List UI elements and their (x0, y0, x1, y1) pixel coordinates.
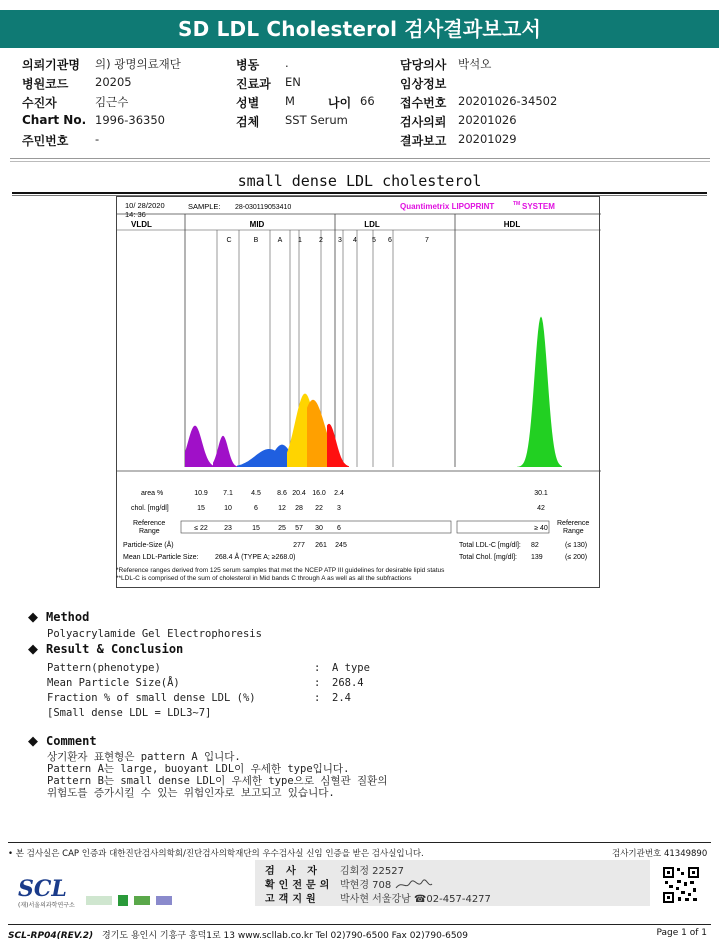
comment-line: Pattern B는 small dense LDL이 우세한 type으로 심혈관 질환의 (47, 775, 388, 787)
id-label: 주민번호 (22, 134, 69, 148)
reference-notes (116, 567, 444, 583)
logo-subtitle: (재)서울의과학연구소 (18, 902, 75, 909)
institution-value: 의) 광명의료재단 (95, 57, 181, 71)
method-text: Polyacrylamide Gel Electrophoresis (47, 628, 262, 640)
band-label: 4 (353, 237, 357, 244)
hospital-code-value: 20205 (95, 75, 132, 89)
result-heading-text: Result & Conclusion (46, 642, 184, 656)
electrophoresis-plot (117, 197, 601, 589)
footer-bar (8, 924, 711, 941)
chol-value: 12 (278, 505, 286, 512)
area-value: 4.5 (251, 490, 261, 497)
result-key: Fraction % of small dense LDL (%) (47, 692, 256, 704)
area-value: 20.4 (292, 490, 306, 497)
result-value: 2.4 (332, 692, 351, 704)
signer-name: 김회정 22527 (340, 866, 404, 877)
colon: : (314, 692, 321, 704)
area-value: 10.9 (194, 490, 208, 497)
signer-name: 박사현 서울강남 ☎02-457-4277 (340, 894, 491, 905)
signer-role: 확인전문의 (265, 880, 334, 891)
mean-size-label: Mean LDL-Particle Size: (123, 554, 199, 561)
colon: : (314, 662, 321, 674)
band-label: 5 (372, 237, 376, 244)
area-value: 2.4 (334, 490, 344, 497)
request-value: 20201026 (458, 113, 517, 127)
band-label: A (277, 237, 283, 244)
chol-value: 22 (315, 505, 323, 512)
report-date-label: 결과보고 (400, 134, 447, 148)
method-heading-text: Method (46, 610, 90, 624)
hdl-area-value: 30.1 (534, 490, 548, 497)
area-value: 7.1 (223, 490, 233, 497)
area-value: 8.6 (277, 490, 287, 497)
report-header (0, 10, 719, 48)
diamond-icon: ◆ (28, 610, 38, 625)
chol-value: 3 (337, 505, 341, 512)
specimen-label: 검체 (236, 115, 260, 129)
total-chol-label: Total Chol. [mg/dl]: (459, 554, 517, 561)
age-value: 66 (360, 94, 375, 108)
form-number: SCL-RP04(REV.2) (8, 931, 94, 941)
hdl-chol-value: 42 (537, 505, 545, 512)
chol-value: 28 (295, 505, 303, 512)
total-ldl-label: Total LDL-C [mg/dl]: (459, 542, 521, 549)
brand-tm: TM (513, 201, 521, 207)
comment-line: 위험도를 증가시킬 수 있는 위험인자로 보고되고 있습니다. (47, 787, 335, 799)
colon: : (314, 677, 321, 689)
agency-number: 검사기관번호 41349890 (612, 849, 708, 859)
dept-value: EN (285, 75, 301, 89)
ref-value: 6 (337, 525, 341, 532)
group-label: LDL (364, 220, 380, 229)
request-label: 검사의뢰 (400, 115, 447, 129)
ward-value: . (285, 56, 289, 70)
diamond-icon: ◆ (28, 642, 38, 657)
total-chol-value: 139 (531, 554, 543, 561)
result-value: A type (332, 662, 370, 674)
age-label: 나이 (328, 96, 352, 110)
comment-line: 상기환자 표현형은 pattern A 입니다. (47, 751, 241, 763)
band-label: C (226, 237, 232, 244)
particle-value: 245 (335, 542, 347, 549)
result-note: [Small dense LDL = LDL3~7] (47, 707, 212, 719)
ldl3-peak (327, 424, 349, 467)
sex-label: 성별 (236, 96, 260, 110)
chol-label: chol. [mg/dl] (131, 505, 169, 512)
ref-label-right: Reference (557, 520, 590, 527)
result-key: Pattern(phenotype) (47, 662, 161, 674)
collector-value: 김근수 (95, 95, 129, 109)
band-label: 7 (425, 237, 429, 244)
vldl-peak (185, 426, 215, 467)
particle-value: 277 (293, 542, 305, 549)
mean-size-value: 268.4 Å (TYPE A; ≥268.0) (215, 554, 296, 561)
ref-value: 57 (295, 525, 303, 532)
doctor-value: 박석오 (458, 57, 492, 71)
band-label: 1 (298, 237, 302, 244)
method-heading (28, 610, 89, 625)
sample-label: SAMPLE: (188, 202, 221, 211)
comment-heading (28, 734, 97, 749)
scl-logo (18, 878, 75, 909)
section-title: small dense LDL cholesterol (237, 172, 482, 190)
specimen-value: SST Serum (285, 113, 348, 127)
chol-value: 6 (254, 505, 258, 512)
ref-value: 25 (278, 525, 286, 532)
brand-suffix: SYSTEM (522, 202, 555, 211)
cert-note: • 본 검사실은 CAP 인증과 대한진단검사의학회/진단검사의학재단의 우수검사실 신임 인증을 받은 검사실입니다. (8, 849, 424, 859)
report-title: SD LDL Cholesterol 검사결과보고서 (178, 17, 541, 41)
band-label: 2 (319, 237, 323, 244)
brand-name: Quantimetrix LIPOPRINT (400, 202, 495, 211)
band-label: 6 (388, 237, 392, 244)
ref-value: 15 (252, 525, 260, 532)
chart-no-label: Chart No. (22, 113, 87, 127)
total-chol-ref: (≤ 200) (565, 554, 588, 561)
id-value: - (95, 132, 100, 146)
total-ldl-value: 82 (531, 542, 539, 549)
divider (10, 158, 710, 162)
clinical-label: 임상정보 (400, 77, 447, 91)
signer-role: 고객지원 (265, 894, 320, 905)
result-value: 268.4 (332, 677, 364, 689)
sex-value: M (285, 94, 295, 108)
report-date-value: 20201029 (458, 132, 517, 146)
divider (8, 842, 711, 843)
ref-label: Reference (133, 520, 166, 527)
hdl-ref-value: ≥ 40 (534, 525, 548, 532)
ward-label: 병동 (236, 58, 260, 72)
particle-value: 261 (315, 542, 327, 549)
note-line: *Reference ranges derived from 125 serum samples that met the NCEP ATP III guidelines for desirable lipid status (116, 567, 445, 574)
chart-date: 10/ 28/2020 (125, 201, 165, 210)
area-label: area % (141, 490, 164, 497)
certification-logos (86, 892, 176, 908)
chart-time: 14: 36 (125, 210, 146, 219)
group-label: HDL (503, 220, 521, 229)
signer-role: 검 사 자 (265, 866, 321, 877)
lipoprint-chart (116, 196, 600, 588)
particle-label: Particle-Size (Å) (123, 542, 174, 549)
page-number: Page 1 of 1 (656, 928, 707, 938)
logo-text: SCL (18, 876, 67, 902)
doctor-label: 담당의사 (400, 58, 447, 72)
note-line: **LDL-C is comprised of the sum of cholesterol in Mid bands C through A as well as all the subfractions (116, 575, 412, 582)
area-value: 16.0 (312, 490, 326, 497)
total-ldl-ref: (≤ 130) (565, 542, 588, 549)
group-label: MID (249, 220, 265, 229)
chart-no-value: 1996-36350 (95, 113, 165, 127)
comment-heading-text: Comment (46, 734, 97, 748)
group-label: VLDL (131, 220, 152, 229)
chol-value: 15 (197, 505, 205, 512)
comment-line: Pattern A는 large, buoyant LDL이 우세한 type입니다. (47, 763, 350, 775)
band-label: 3 (338, 237, 342, 244)
ref-label-2: Range (139, 528, 160, 535)
hdl-peak (517, 317, 562, 468)
address: 경기도 용인시 기흥구 흥덕1로 13 www.scllab.co.kr Tel 02)790-6500 Fax 02)790-6509 (102, 931, 468, 941)
receipt-value: 20201026-34502 (458, 94, 558, 108)
result-key: Mean Particle Size(Å) (47, 677, 180, 689)
ref-value: 30 (315, 525, 323, 532)
collector-label: 수진자 (22, 96, 57, 110)
ref-value: ≤ 22 (194, 525, 208, 532)
chol-value: 10 (224, 505, 232, 512)
signature-block (255, 860, 650, 906)
sample-id: 28-030119053410 (235, 204, 292, 211)
hospital-code-label: 병원코드 (22, 77, 69, 91)
ref-label-right-2: Range (563, 528, 584, 535)
signer-name: 박현경 708 (340, 880, 392, 891)
dept-label: 진료과 (236, 77, 271, 91)
ref-value: 23 (224, 525, 232, 532)
diamond-icon: ◆ (28, 734, 38, 749)
band-label: B (253, 237, 259, 244)
receipt-label: 접수번호 (400, 96, 447, 110)
qr-code-icon (662, 866, 700, 904)
result-heading (28, 642, 183, 657)
institution-label: 의뢰기관명 (22, 58, 80, 72)
